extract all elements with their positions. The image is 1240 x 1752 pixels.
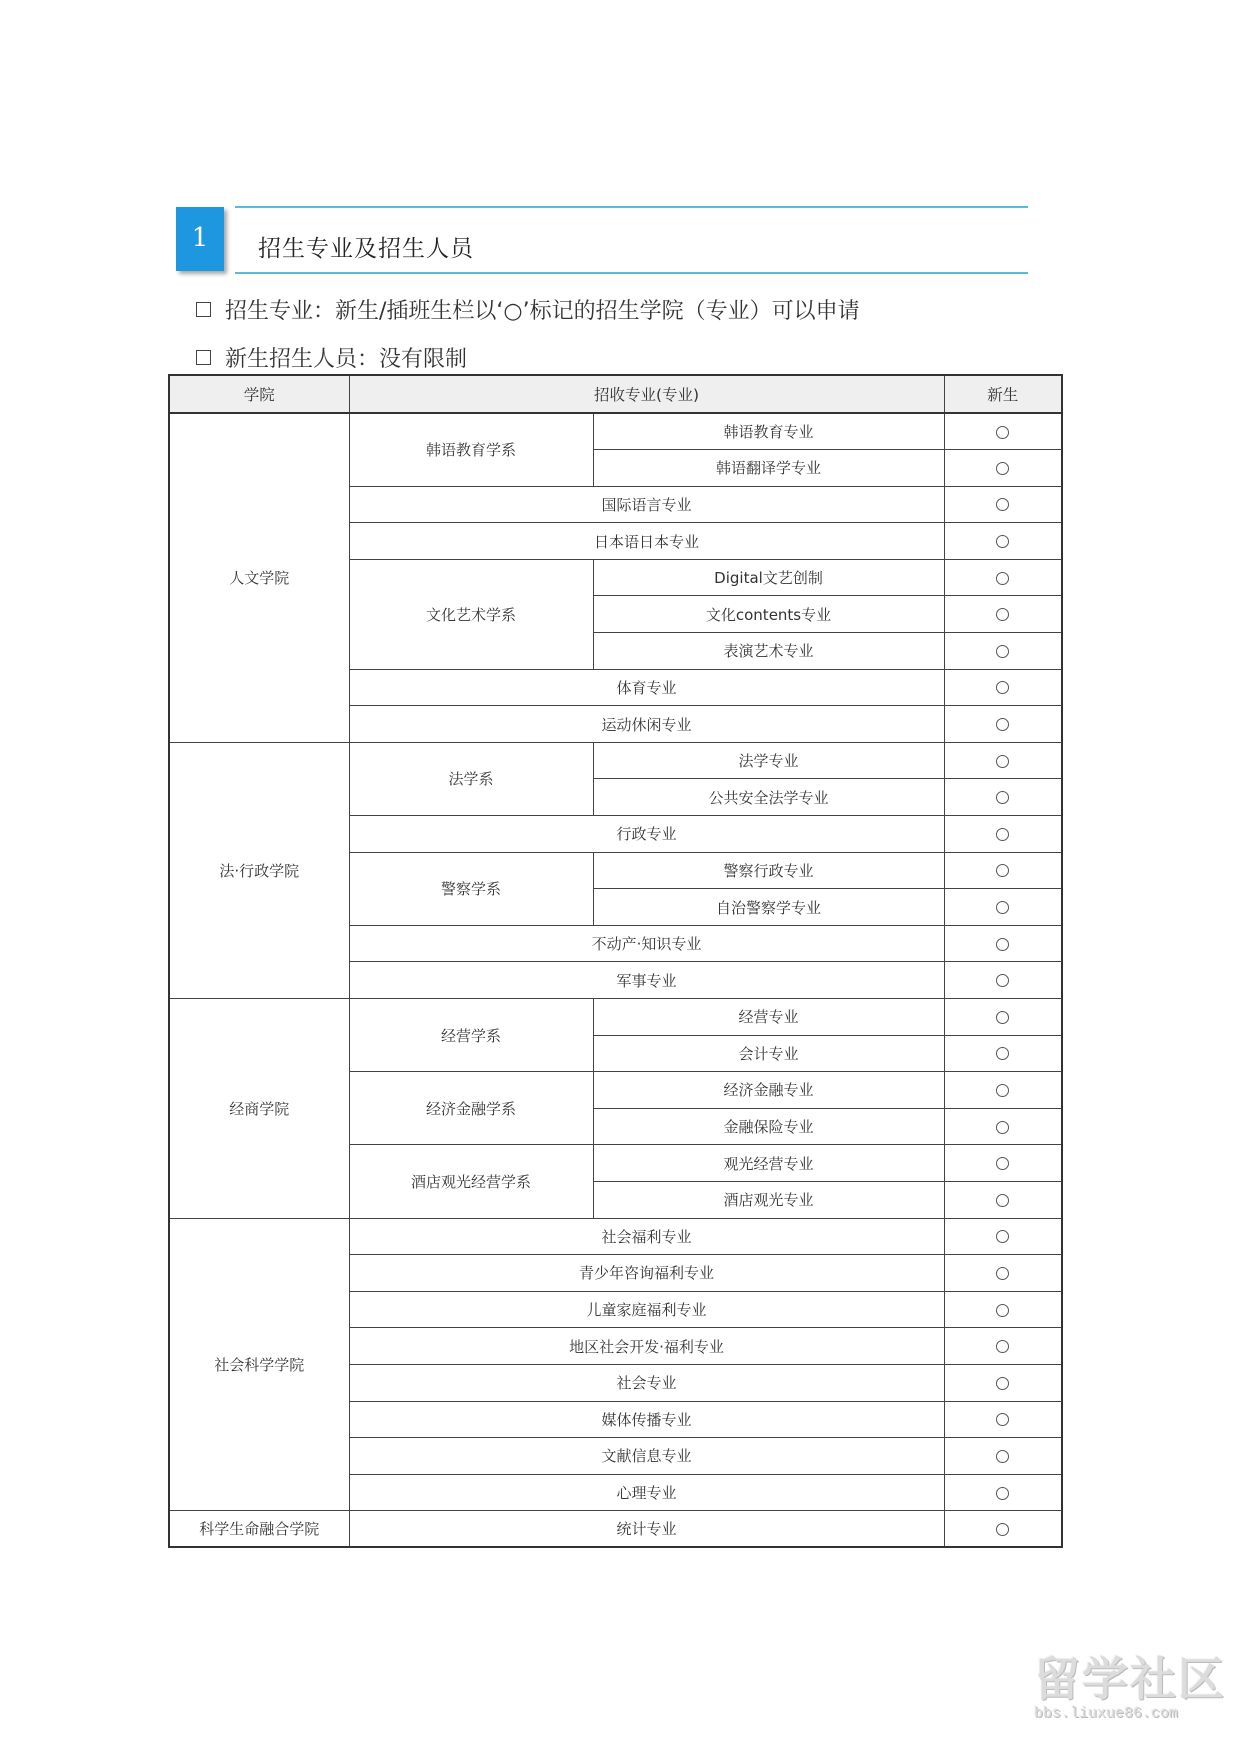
- freshman-mark: [944, 1291, 1062, 1328]
- major-cell: 韩语教育专业: [593, 413, 944, 450]
- major-cell: 经营专业: [593, 999, 944, 1036]
- bullet-text: 招生专业：新生/插班生栏以‘○’标记的招生学院（专业）可以申请: [225, 299, 860, 324]
- freshman-mark: [944, 1511, 1062, 1548]
- major-cell: 统计专业: [349, 1511, 944, 1548]
- major-cell: 儿童家庭福利专业: [349, 1291, 944, 1328]
- circle-mark-icon: [996, 1230, 1009, 1243]
- circle-mark-icon: [996, 1084, 1009, 1097]
- section-number: 1: [191, 223, 209, 253]
- major-cell: 酒店观光专业: [593, 1181, 944, 1218]
- college-cell: 经商学院: [169, 999, 349, 1219]
- major-cell: 国际语言专业: [349, 486, 944, 523]
- major-cell: 公共安全法学专业: [593, 779, 944, 816]
- circle-mark-icon: [996, 901, 1009, 914]
- freshman-mark: [944, 852, 1062, 889]
- checkbox-square-icon: [196, 350, 211, 365]
- freshman-mark: [944, 999, 1062, 1036]
- circle-mark-icon: [996, 1340, 1009, 1353]
- major-cell: 法学专业: [593, 742, 944, 779]
- checkbox-square-icon: [196, 302, 211, 317]
- freshman-mark: [944, 1072, 1062, 1109]
- header-freshman: 新生: [944, 375, 1062, 413]
- circle-mark-icon: [996, 1450, 1009, 1463]
- freshman-mark: [944, 633, 1062, 670]
- freshman-mark: [944, 486, 1062, 523]
- major-cell: 运动休闲专业: [349, 706, 944, 743]
- circle-mark-icon: [996, 462, 1009, 475]
- circle-mark-icon: [996, 1157, 1009, 1170]
- bullet-item: [196, 294, 860, 325]
- table-header-row: [169, 375, 1062, 413]
- major-cell: 会计专业: [593, 1035, 944, 1072]
- major-cell: 媒体传播专业: [349, 1401, 944, 1438]
- circle-mark-icon: [996, 974, 1009, 987]
- major-cell: 体育专业: [349, 669, 944, 706]
- freshman-mark: [944, 1364, 1062, 1401]
- circle-mark-icon: [996, 1121, 1009, 1134]
- bullet-item: [196, 342, 467, 373]
- circle-mark-icon: [996, 645, 1009, 658]
- freshman-mark: [944, 523, 1062, 560]
- major-cell: 军事专业: [349, 962, 944, 999]
- section-title: 招生专业及招生人员: [258, 236, 474, 262]
- circle-mark-icon: [996, 938, 1009, 951]
- table-row: [169, 742, 1062, 779]
- college-cell: 科学生命融合学院: [169, 1511, 349, 1548]
- freshman-mark: [944, 889, 1062, 926]
- majors-table: [168, 374, 1063, 1548]
- freshman-mark: [944, 1108, 1062, 1145]
- circle-mark-icon: [996, 791, 1009, 804]
- major-cell: Digital文艺创制: [593, 559, 944, 596]
- header-major: 招收专业(专业): [349, 375, 944, 413]
- freshman-mark: [944, 1401, 1062, 1438]
- table-row: [169, 413, 1062, 450]
- circle-mark-icon: [996, 1194, 1009, 1207]
- college-cell: 人文学院: [169, 413, 349, 742]
- freshman-mark: [944, 706, 1062, 743]
- major-cell: 经济金融专业: [593, 1072, 944, 1109]
- circle-mark-icon: [996, 1011, 1009, 1024]
- circle-mark-icon: [996, 535, 1009, 548]
- major-cell: 社会专业: [349, 1364, 944, 1401]
- dept-cell: 酒店观光经营学系: [349, 1145, 593, 1218]
- circle-mark-icon: [996, 755, 1009, 768]
- freshman-mark: [944, 1474, 1062, 1511]
- freshman-mark: [944, 925, 1062, 962]
- section-number-badge: [176, 207, 224, 271]
- major-cell: 心理专业: [349, 1474, 944, 1511]
- freshman-mark: [944, 742, 1062, 779]
- circle-mark-icon: [996, 572, 1009, 585]
- major-cell: 社会福利专业: [349, 1218, 944, 1255]
- circle-mark-icon: [996, 608, 1009, 621]
- major-cell: 文献信息专业: [349, 1438, 944, 1475]
- freshman-mark: [944, 669, 1062, 706]
- freshman-mark: [944, 1181, 1062, 1218]
- circle-mark-icon: [996, 718, 1009, 731]
- watermark: [1034, 1643, 1226, 1722]
- freshman-mark: [944, 1438, 1062, 1475]
- table-row: [169, 1218, 1062, 1255]
- table-row: [169, 999, 1062, 1036]
- freshman-mark: [944, 596, 1062, 633]
- freshman-mark: [944, 779, 1062, 816]
- freshman-mark: [944, 1218, 1062, 1255]
- dept-cell: 经营学系: [349, 999, 593, 1072]
- freshman-mark: [944, 1255, 1062, 1292]
- major-cell: 日本语日本专业: [349, 523, 944, 560]
- circle-mark-icon: [996, 864, 1009, 877]
- dept-cell: 韩语教育学系: [349, 413, 593, 486]
- major-cell: 韩语翻译学专业: [593, 450, 944, 487]
- freshman-mark: [944, 962, 1062, 999]
- major-cell: 观光经营专业: [593, 1145, 944, 1182]
- circle-mark-icon: [996, 426, 1009, 439]
- freshman-mark: [944, 816, 1062, 853]
- watermark-sub: bbs.liuxue86.com: [1034, 1705, 1179, 1722]
- circle-mark-icon: [996, 1487, 1009, 1500]
- major-cell: 警察行政专业: [593, 852, 944, 889]
- header-college: 学院: [169, 375, 349, 413]
- major-cell: 表演艺术专业: [593, 633, 944, 670]
- college-cell: 法·行政学院: [169, 742, 349, 998]
- circle-mark-icon: [996, 498, 1009, 511]
- circle-mark-icon: [996, 1523, 1009, 1536]
- table-row: [169, 1511, 1062, 1548]
- dept-cell: 法学系: [349, 742, 593, 815]
- circle-mark-icon: [996, 1047, 1009, 1060]
- major-cell: 青少年咨询福利专业: [349, 1255, 944, 1292]
- major-cell: 行政专业: [349, 816, 944, 853]
- circle-mark-icon: [996, 1377, 1009, 1390]
- circle-mark-icon: [996, 1267, 1009, 1280]
- freshman-mark: [944, 1035, 1062, 1072]
- major-cell: 金融保险专业: [593, 1108, 944, 1145]
- freshman-mark: [944, 413, 1062, 450]
- major-cell: 自治警察学专业: [593, 889, 944, 926]
- circle-mark-icon: [996, 681, 1009, 694]
- section-divider-top: [235, 206, 1028, 208]
- college-cell: 社会科学学院: [169, 1218, 349, 1511]
- major-cell: 不动产·知识专业: [349, 925, 944, 962]
- circle-mark-icon: [996, 828, 1009, 841]
- dept-cell: 警察学系: [349, 852, 593, 925]
- dept-cell: 经济金融学系: [349, 1072, 593, 1145]
- section-divider-bottom: [235, 272, 1028, 274]
- circle-mark-icon: [996, 1304, 1009, 1317]
- freshman-mark: [944, 450, 1062, 487]
- dept-cell: 文化艺术学系: [349, 559, 593, 669]
- freshman-mark: [944, 1328, 1062, 1365]
- major-cell: 地区社会开发·福利专业: [349, 1328, 944, 1365]
- bullet-text: 新生招生人员：没有限制: [225, 347, 468, 372]
- watermark-main: 留学社区: [1034, 1653, 1226, 1705]
- major-cell: 文化contents专业: [593, 596, 944, 633]
- circle-mark-icon: [996, 1413, 1009, 1426]
- freshman-mark: [944, 1145, 1062, 1182]
- freshman-mark: [944, 559, 1062, 596]
